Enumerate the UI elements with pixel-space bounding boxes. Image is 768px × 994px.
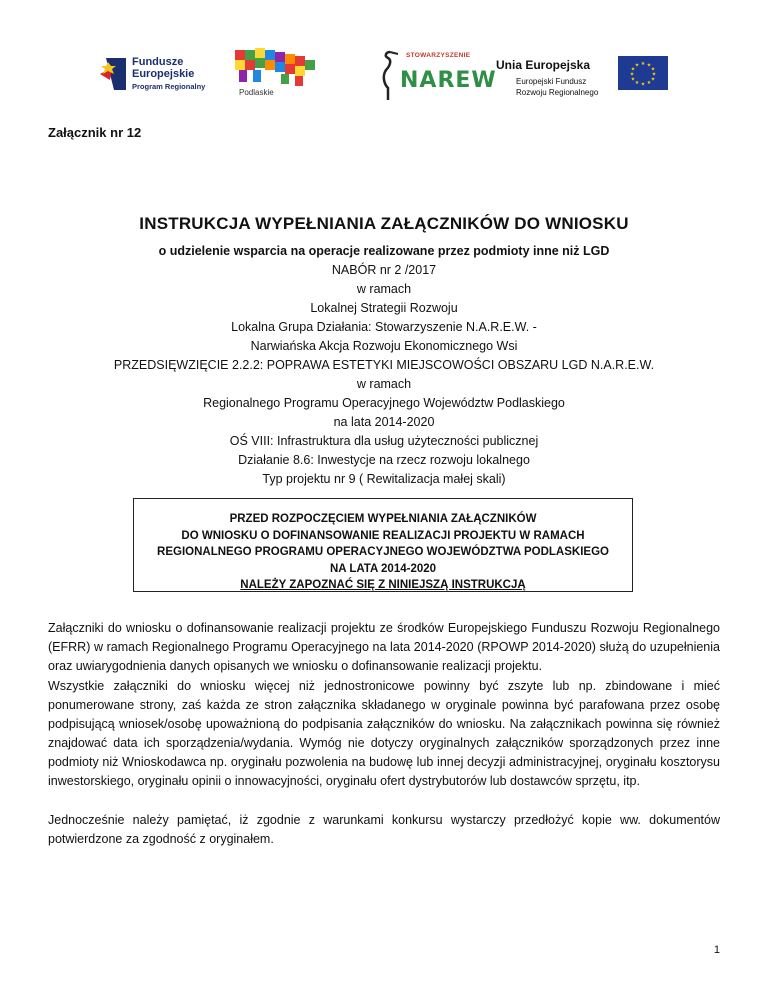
- subtitle: o udzielenie wsparcia na operacje realizowane przez podmioty inne niż LGD: [158, 244, 610, 258]
- page-title: INSTRUKCJA WYPEŁNIANIA ZAŁĄCZNIKÓW DO WNIOSKU: [139, 214, 629, 233]
- svg-text:★: ★: [651, 71, 657, 78]
- ue-title: Unia Europejska: [496, 58, 591, 72]
- svg-text:★: ★: [640, 81, 646, 88]
- svg-text:★: ★: [630, 66, 636, 73]
- center-line: NABÓR nr 2 /2017: [331, 263, 437, 277]
- notice-line: PRZED ROZPOCZĘCIEM WYPEŁNIANIA ZAŁĄCZNIKÓW: [229, 513, 537, 525]
- paragraph: Jednocześnie należy pamiętać, iż zgodnie z warunkami konkursu wystarczy przedłożyć kopie ww. dokumentów potwierdzone za zgodność z oryginałem.: [48, 813, 720, 846]
- center-line: Lokalnej Strategii Rozwoju: [310, 301, 458, 315]
- podlaskie-label: Podlaskie: [239, 88, 274, 97]
- svg-text:★: ★: [634, 80, 640, 86]
- center-line: Regionalnego Programu Operacyjnego Województw Podlaskiego: [203, 396, 565, 410]
- page-number: 1: [713, 944, 720, 956]
- ue-sub-line-1: Europejski Fundusz: [516, 77, 587, 86]
- logo-bar: [96, 46, 668, 108]
- title-block: [48, 214, 720, 489]
- center-line: w ramach: [356, 282, 412, 296]
- attachment-label: Załącznik nr 12: [48, 125, 142, 140]
- fe-program: Program Regionalny: [132, 82, 206, 91]
- center-line: na lata 2014-2020: [333, 415, 435, 429]
- notice-box: [133, 498, 633, 592]
- svg-text:★: ★: [646, 80, 652, 86]
- center-line: Działanie 8.6: Inwestycje na rzecz rozwoju lokalnego: [238, 453, 530, 467]
- svg-text:★: ★: [646, 62, 652, 69]
- bison-mosaic-icon: [231, 46, 321, 86]
- fe-name: Fundusze Europejskie: [132, 56, 195, 80]
- center-line: Lokalna Grupa Działania: Stowarzyszenie N.A.R.E.W. -: [231, 320, 537, 334]
- paragraph: Wszystkie załączniki do wniosku więcej niż jednostronicowe powinny być zszyte lub np. zbindowane i mieć ponumerowane strony, zaś każda ze stron załącznika składanego w oryginale powinna być parafowana przez osobę podpisującą wniosek/osobę upoważnioną do podpisania załączników do wniosku. Na załącznikach powinna się również znajdować data ich sporządzenia/wydania. Wymóg nie dotyczy oryginalnych załączników sporządzonych przez inne podmioty niż Wnioskodawca np. oryginału pozwolenia na budowę lub innej decyzji administracyjnej, oryginału kosztorysu inwestorskiego, oryginału opinii o innowacyjności, oryginału ofert dystrybutorów lub dostawców sprzętu, itp.: [48, 679, 720, 788]
- notice-line: REGIONALNEGO PROGRAMU OPERACYJNEGO WOJEWÓDZTWA PODLASKIEGO: [157, 546, 609, 558]
- fundusze-europejskie-logo: [96, 46, 214, 106]
- center-line: Narwiańska Akcja Rozwoju Ekonomicznego Wsi: [250, 339, 518, 353]
- svg-text:★: ★: [629, 71, 635, 78]
- narew-top-label: STOWARZYSZENIE: [406, 52, 471, 59]
- notice-line: NA LATA 2014-2020: [329, 562, 437, 575]
- ue-sub-line-2: Rozwoju Regionalnego: [516, 88, 599, 97]
- svg-text:★: ★: [650, 66, 656, 73]
- eu-flag-icon: [618, 56, 668, 90]
- svg-text:★: ★: [630, 76, 636, 83]
- podlaskie-logo: [231, 46, 331, 106]
- heron-icon: [376, 48, 400, 102]
- ue-logo: [496, 46, 668, 106]
- paragraph: Załączniki do wniosku o dofinansowanie realizacji projektu ze środków Europejskiego Funduszu Rozwoju Regionalnego (EFRR) w ramach Regionalnego Programu Operacyjnego na lata 2014-2020 (RPOWP 2014-2020) służą do uzupełnienia oraz uwiarygodnienia danych opisanych we wniosku o dofinansowanie realizacji projektu.: [48, 621, 720, 673]
- center-line: w ramach: [356, 377, 412, 391]
- fe-star-icon: [96, 54, 130, 94]
- ue-sub: [516, 76, 598, 98]
- svg-text:★: ★: [640, 61, 646, 67]
- svg-text:★: ★: [634, 62, 640, 69]
- center-line: PRZEDSIĘWZIĘCIE 2.2.2: POPRAWA ESTETYKI MIEJSCOWOŚCI OBSZARU LGD N.A.R.E.W.: [113, 358, 655, 372]
- svg-text:★: ★: [650, 76, 656, 83]
- narew-name: NAREW: [400, 68, 497, 93]
- narew-logo: [376, 46, 497, 106]
- notice-line: DO WNIOSKU O DOFINANSOWANIE REALIZACJI PROJEKTU W RAMACH: [181, 529, 585, 542]
- notice-line: NALEŻY ZAPOZNAĆ SIĘ Z NINIEJSZĄ INSTRUKCJĄ: [240, 579, 526, 591]
- center-line: Typ projektu nr 9 ( Rewitalizacja małej skali): [262, 472, 506, 486]
- center-line: OŚ VIII: Infrastruktura dla usług użyteczności publicznej: [229, 434, 539, 448]
